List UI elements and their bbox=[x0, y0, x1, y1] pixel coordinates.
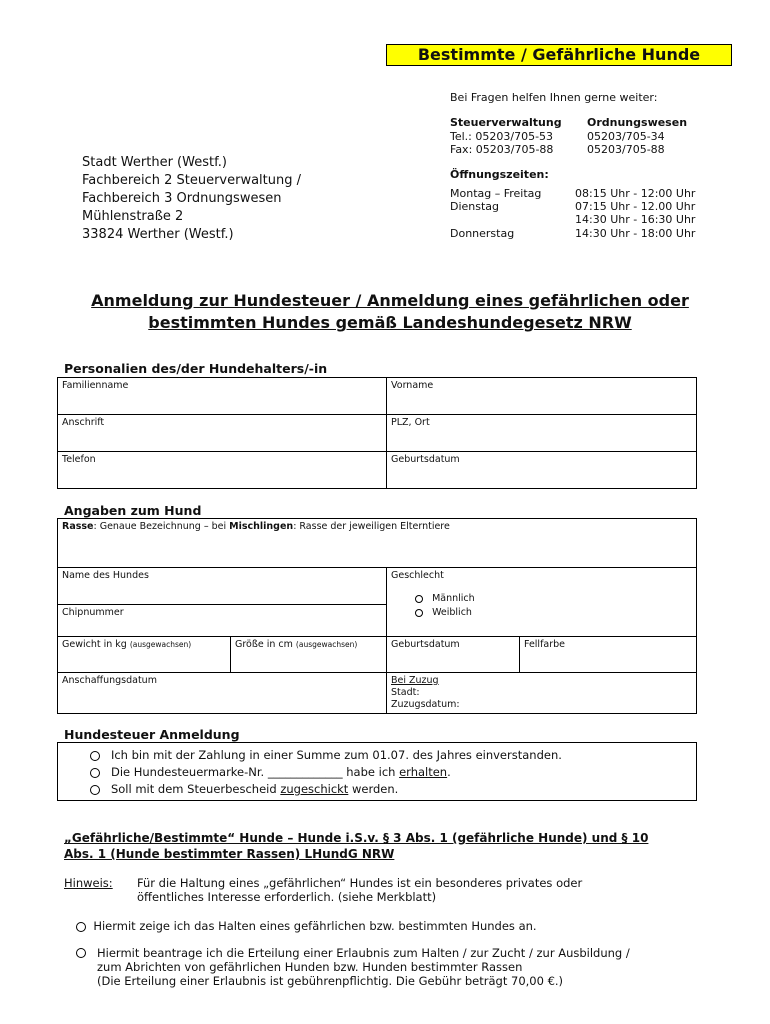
address-line: 33824 Werther (Westf.) bbox=[82, 227, 234, 242]
tax-option-1-label: Ich bin mit der Zahlung in einer Summe zum 01.07. des Jahres einverstanden. bbox=[110, 748, 562, 762]
maennlich-radio[interactable] bbox=[415, 595, 423, 603]
contact-col2-tel: 05203/705-34 bbox=[587, 130, 665, 143]
anschrift-field[interactable] bbox=[58, 415, 387, 452]
hours-time: 08:15 Uhr - 12:00 Uhr bbox=[575, 187, 696, 200]
tax-option-1-radio[interactable] bbox=[90, 751, 100, 761]
personal-heading: Personalien des/der Hundehalters/-in bbox=[64, 361, 328, 376]
tax-heading: Hundesteuer Anmeldung bbox=[64, 727, 240, 742]
dangerous-option-1-label: Hiermit zeige ich das Halten eines gefährlichen bzw. bestimmten Hundes an. bbox=[93, 919, 537, 933]
geburtsdatum-label: Geburtsdatum bbox=[391, 454, 460, 465]
hinweis-text bbox=[137, 876, 582, 904]
mischlingen-label: Mischlingen bbox=[229, 521, 294, 532]
hinweis-label: Hinweis: bbox=[64, 876, 113, 890]
tax-option-3-underline: zugeschickt bbox=[280, 782, 349, 796]
hours-time: 14:30 Uhr - 16:30 Uhr bbox=[575, 213, 696, 226]
telefon-field[interactable] bbox=[58, 452, 387, 489]
weiblich-radio[interactable] bbox=[415, 609, 423, 617]
address-line: Fachbereich 3 Ordnungswesen bbox=[82, 191, 282, 206]
sender-address bbox=[82, 154, 301, 244]
fellfarbe-label: Fellfarbe bbox=[524, 639, 566, 650]
tax-option-1[interactable] bbox=[90, 748, 562, 762]
contact-col2-title: Ordnungswesen bbox=[587, 116, 688, 129]
contact-col1-fax: Fax: 05203/705-88 bbox=[450, 143, 554, 156]
groesse-note: (ausgewachsen) bbox=[295, 640, 358, 649]
hours-title: Öffnungszeiten: bbox=[450, 168, 549, 181]
dangerous-heading-line2: Abs. 1 (Hunde bestimmter Rassen) LHundG NRW bbox=[64, 847, 395, 861]
groesse-field[interactable] bbox=[231, 637, 387, 673]
rasse-label: Rasse bbox=[62, 521, 94, 532]
dog-heading: Angaben zum Hund bbox=[64, 503, 202, 518]
familienname-field[interactable] bbox=[58, 378, 387, 415]
tax-option-2-end: . bbox=[447, 765, 451, 779]
geschlecht-label: Geschlecht bbox=[391, 570, 444, 581]
zuzugsdatum-label: Zuzugsdatum: bbox=[391, 699, 460, 710]
hund-geburtsdatum-label: Geburtsdatum bbox=[391, 639, 460, 650]
dangerous-heading bbox=[64, 830, 648, 862]
tax-option-2-radio[interactable] bbox=[90, 768, 100, 778]
chipnummer-label: Chipnummer bbox=[62, 607, 124, 618]
gewicht-note: (ausgewachsen) bbox=[129, 640, 192, 649]
personal-table bbox=[57, 377, 697, 489]
gewicht-label: Gewicht in kg bbox=[62, 639, 127, 650]
dangerous-option-1[interactable] bbox=[76, 919, 537, 933]
anschaffung-field[interactable] bbox=[58, 673, 387, 714]
hund-geburtsdatum-field[interactable] bbox=[387, 637, 520, 673]
vorname-label: Vorname bbox=[391, 380, 434, 391]
form-title-line1: Anmeldung zur Hundesteuer / Anmeldung eines gefährlichen oder bbox=[91, 291, 689, 310]
hours-time: 07:15 Uhr - 12.00 Uhr bbox=[575, 200, 696, 213]
form-title-line2: bestimmten Hundes gemäß Landeshundegesetz NRW bbox=[148, 313, 632, 332]
fellfarbe-field[interactable] bbox=[520, 637, 697, 673]
anschrift-label: Anschrift bbox=[62, 417, 105, 428]
hours-day: Donnerstag bbox=[450, 227, 515, 240]
hundename-label: Name des Hundes bbox=[62, 570, 149, 581]
hours-day: Montag – Freitag bbox=[450, 187, 542, 200]
contact-col1-tel: Tel.: 05203/705-53 bbox=[450, 130, 554, 143]
anschaffung-label: Anschaffungsdatum bbox=[62, 675, 157, 686]
zuzug-field[interactable] bbox=[387, 673, 697, 714]
rasse-text: : Genaue Bezeichnung – bei bbox=[93, 521, 230, 532]
tax-option-3-text: Soll mit dem Steuerbescheid bbox=[110, 782, 281, 796]
hours-day: Dienstag bbox=[450, 200, 500, 213]
vorname-field[interactable] bbox=[387, 378, 697, 415]
rasse-text-end: : Rasse der jeweiligen Elterntiere bbox=[293, 521, 450, 532]
rasse-field[interactable] bbox=[58, 519, 697, 568]
geschlecht-field bbox=[387, 568, 697, 637]
geburtsdatum-field[interactable] bbox=[387, 452, 697, 489]
dangerous-option-2-line2: zum Abrichten von gefährlichen Hunden bzw. Hunden bestimmter Rassen bbox=[97, 960, 523, 974]
address-line: Stadt Werther (Westf.) bbox=[82, 155, 227, 170]
tax-option-2[interactable] bbox=[90, 765, 451, 779]
address-line: Fachbereich 2 Steuerverwaltung / bbox=[82, 173, 301, 188]
tax-option-2-text: Die Hundesteuermarke-Nr. _____________ habe ich bbox=[110, 765, 400, 779]
stadt-label: Stadt: bbox=[391, 687, 420, 698]
groesse-label: Größe in cm bbox=[235, 639, 293, 650]
tax-option-3-end: werden. bbox=[348, 782, 399, 796]
dangerous-option-2-radio[interactable] bbox=[76, 948, 86, 958]
dangerous-option-2-text bbox=[97, 946, 630, 988]
familienname-label: Familienname bbox=[62, 380, 129, 391]
chipnummer-field[interactable] bbox=[58, 605, 387, 637]
document-banner: Bestimmte / Gefährliche Hunde bbox=[386, 44, 732, 66]
contact-col2-fax: 05203/705-88 bbox=[587, 143, 665, 156]
hours-time: 14:30 Uhr - 18:00 Uhr bbox=[575, 227, 696, 240]
tax-option-3[interactable] bbox=[90, 782, 398, 796]
hinweis-line1: Für die Haltung eines „gefährlichen“ Hundes ist ein besonderes privates oder bbox=[137, 876, 583, 890]
dangerous-option-1-radio[interactable] bbox=[76, 922, 86, 932]
contact-col1-title: Steuerverwaltung bbox=[450, 116, 562, 129]
dangerous-option-2-line3: (Die Erteilung einer Erlaubnis ist gebührenpflichtig. Die Gebühr beträgt 70,00 €.) bbox=[97, 974, 564, 988]
address-line: Mühlenstraße 2 bbox=[82, 209, 184, 224]
telefon-label: Telefon bbox=[62, 454, 96, 465]
plz-ort-field[interactable] bbox=[387, 415, 697, 452]
dangerous-heading-line1: „Gefährliche/Bestimmte“ Hunde – Hunde i.S.v. § 3 Abs. 1 (gefährliche Hunde) und § 10 bbox=[64, 831, 649, 845]
contact-intro: Bei Fragen helfen Ihnen gerne weiter: bbox=[450, 91, 658, 104]
hundename-field[interactable] bbox=[58, 568, 387, 605]
maennlich-label: Männlich bbox=[432, 593, 475, 604]
plz-ort-label: PLZ, Ort bbox=[391, 417, 430, 428]
weiblich-label: Weiblich bbox=[432, 607, 472, 618]
dog-table bbox=[57, 518, 697, 714]
tax-option-2-underline: erhalten bbox=[399, 765, 448, 779]
tax-options-box bbox=[57, 742, 697, 801]
hinweis-line2: öffentliches Interesse erforderlich. (siehe Merkblatt) bbox=[137, 890, 437, 904]
dangerous-option-2-line1: Hiermit beantrage ich die Erteilung einer Erlaubnis zum Halten / zur Zucht / zur Ausbildung / bbox=[97, 946, 630, 960]
dangerous-option-2[interactable] bbox=[76, 946, 86, 960]
zuzug-label: Bei Zuzug bbox=[391, 675, 439, 686]
tax-option-3-radio[interactable] bbox=[90, 785, 100, 795]
gewicht-field[interactable] bbox=[58, 637, 231, 673]
